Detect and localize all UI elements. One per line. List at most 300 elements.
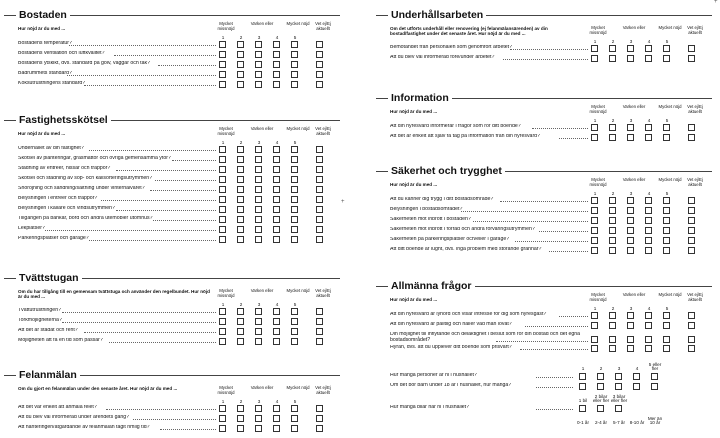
rating-checkbox-1[interactable] bbox=[591, 124, 598, 131]
dont-know-checkbox[interactable] bbox=[688, 227, 695, 234]
option-label: 2-4 år bbox=[594, 420, 607, 426]
question-row bbox=[376, 331, 712, 344]
scale-number: 5 bbox=[293, 302, 297, 307]
scale-number: 5 bbox=[665, 191, 669, 196]
scale-label: Varken eller bbox=[622, 104, 646, 109]
rating-checkbox-4[interactable] bbox=[645, 197, 652, 204]
dont-know-checkbox[interactable] bbox=[316, 405, 323, 412]
dont-know-checkbox[interactable] bbox=[316, 176, 323, 183]
rating-checkbox-2[interactable] bbox=[237, 338, 244, 345]
rating-checkbox-5[interactable] bbox=[291, 338, 298, 345]
rating-checkbox-3[interactable] bbox=[255, 81, 262, 88]
rating-checkbox-2[interactable] bbox=[237, 206, 244, 213]
rating-checkbox-4[interactable] bbox=[273, 41, 280, 48]
scale-number: 5 bbox=[665, 118, 669, 123]
rating-checkbox-1[interactable] bbox=[219, 415, 226, 422]
rating-checkbox-2[interactable] bbox=[237, 176, 244, 183]
section-title: Fastighetsskötsel bbox=[16, 113, 111, 127]
rating-checkbox-5[interactable] bbox=[291, 318, 298, 325]
dont-know-checkbox[interactable] bbox=[688, 124, 695, 131]
dont-know-checkbox[interactable] bbox=[316, 166, 323, 173]
rating-checkbox-4[interactable] bbox=[273, 61, 280, 68]
dont-know-checkbox[interactable] bbox=[316, 81, 323, 88]
rating-checkbox-4[interactable] bbox=[273, 328, 280, 335]
rating-checkbox-2[interactable] bbox=[609, 197, 616, 204]
dont-know-checkbox[interactable] bbox=[316, 425, 323, 432]
rating-checkbox-4[interactable] bbox=[273, 236, 280, 243]
rating-checkbox-4[interactable] bbox=[273, 176, 280, 183]
rating-checkbox-4[interactable] bbox=[273, 308, 280, 315]
rating-checkbox-1[interactable] bbox=[591, 227, 598, 234]
rating-checkbox-3[interactable] bbox=[627, 227, 634, 234]
rating-checkbox-2[interactable] bbox=[609, 237, 616, 244]
option-checkbox[interactable] bbox=[597, 373, 604, 380]
rating-checkbox-4[interactable] bbox=[273, 156, 280, 163]
rating-checkbox-5[interactable] bbox=[663, 45, 670, 52]
question-row bbox=[376, 206, 712, 216]
rating-checkbox-1[interactable] bbox=[219, 81, 226, 88]
option-checkbox[interactable] bbox=[597, 405, 604, 412]
scale-label: Mycket nöjd bbox=[286, 288, 310, 293]
dont-know-checkbox[interactable] bbox=[688, 247, 695, 254]
rating-checkbox-4[interactable] bbox=[645, 322, 652, 329]
dont-know-checkbox[interactable] bbox=[688, 45, 695, 52]
dont-know-checkbox[interactable] bbox=[316, 216, 323, 223]
option-checkbox[interactable] bbox=[615, 405, 622, 412]
question-text: Bostadens ytskikt, dvs. standard på golv, väggar och tak? bbox=[18, 61, 150, 66]
scale-label: Varken eller bbox=[250, 288, 274, 293]
rating-checkbox-5[interactable] bbox=[291, 425, 298, 432]
rating-checkbox-1[interactable] bbox=[219, 166, 226, 173]
scale-number: 2 bbox=[611, 191, 615, 196]
dont-know-checkbox[interactable] bbox=[316, 146, 323, 153]
rating-checkbox-5[interactable] bbox=[663, 207, 670, 214]
scale-number: 5 bbox=[665, 306, 669, 311]
rating-checkbox-3[interactable] bbox=[255, 146, 262, 153]
option-checkbox[interactable] bbox=[651, 383, 658, 390]
rating-checkbox-3[interactable] bbox=[627, 197, 634, 204]
rating-checkbox-5[interactable] bbox=[663, 237, 670, 244]
dont-know-checkbox[interactable] bbox=[316, 41, 323, 48]
rating-checkbox-3[interactable] bbox=[627, 217, 634, 224]
question-text: Tvättutrustningen? bbox=[18, 308, 61, 313]
rating-checkbox-5[interactable] bbox=[291, 176, 298, 183]
rating-checkbox-1[interactable] bbox=[591, 237, 598, 244]
rating-checkbox-1[interactable] bbox=[219, 338, 226, 345]
rating-checkbox-2[interactable] bbox=[237, 71, 244, 78]
rating-checkbox-1[interactable] bbox=[591, 197, 598, 204]
option-checkbox[interactable] bbox=[579, 373, 586, 380]
rating-checkbox-3[interactable] bbox=[627, 45, 634, 52]
rating-checkbox-4[interactable] bbox=[645, 217, 652, 224]
rating-checkbox-1[interactable] bbox=[591, 322, 598, 329]
rating-checkbox-4[interactable] bbox=[273, 81, 280, 88]
rating-checkbox-2[interactable] bbox=[609, 312, 616, 319]
rating-checkbox-5[interactable] bbox=[663, 247, 670, 254]
question-text: Parkeringsplatser och garage? bbox=[18, 236, 89, 241]
rating-checkbox-3[interactable] bbox=[627, 345, 634, 352]
rating-checkbox-3[interactable] bbox=[255, 216, 262, 223]
dotted-leader bbox=[461, 211, 588, 212]
rating-checkbox-1[interactable] bbox=[219, 318, 226, 325]
question-row bbox=[4, 165, 340, 175]
option-label: 2 bbox=[599, 366, 603, 371]
dont-know-checkbox[interactable] bbox=[688, 312, 695, 319]
dotted-leader bbox=[45, 230, 216, 231]
dont-know-checkbox[interactable] bbox=[316, 328, 323, 335]
rating-checkbox-5[interactable] bbox=[291, 81, 298, 88]
rating-checkbox-5[interactable] bbox=[663, 345, 670, 352]
rating-checkbox-2[interactable] bbox=[237, 41, 244, 48]
scale-number: 3 bbox=[629, 191, 633, 196]
rating-checkbox-3[interactable] bbox=[627, 312, 634, 319]
rating-checkbox-2[interactable] bbox=[237, 308, 244, 315]
rating-checkbox-2[interactable] bbox=[609, 345, 616, 352]
question-row bbox=[376, 133, 712, 143]
section-title: Bostaden bbox=[16, 8, 70, 22]
dont-know-checkbox[interactable] bbox=[316, 71, 323, 78]
rating-checkbox-5[interactable] bbox=[663, 227, 670, 234]
question-row bbox=[4, 80, 340, 90]
question-text: Skötsel och städning av sop- och källsorteringsutrymmen? bbox=[18, 176, 153, 181]
rating-checkbox-1[interactable] bbox=[591, 247, 598, 254]
question-row bbox=[376, 311, 712, 321]
option-label: 3 bilar eller fler bbox=[610, 393, 628, 404]
rating-checkbox-4[interactable] bbox=[645, 124, 652, 131]
rating-checkbox-2[interactable] bbox=[237, 146, 244, 153]
rating-checkbox-1[interactable] bbox=[219, 308, 226, 315]
rating-checkbox-1[interactable] bbox=[591, 345, 598, 352]
rating-checkbox-5[interactable] bbox=[663, 124, 670, 131]
question-text: Om det bor barn under 18 år i hushållet, hur många? bbox=[390, 383, 512, 388]
children-row bbox=[376, 382, 712, 392]
rating-checkbox-4[interactable] bbox=[273, 206, 280, 213]
rating-checkbox-5[interactable] bbox=[291, 156, 298, 163]
rating-checkbox-1[interactable] bbox=[219, 236, 226, 243]
rating-checkbox-3[interactable] bbox=[255, 405, 262, 412]
rating-checkbox-5[interactable] bbox=[663, 217, 670, 224]
rating-checkbox-1[interactable] bbox=[219, 425, 226, 432]
rating-checkbox-2[interactable] bbox=[237, 318, 244, 325]
rating-checkbox-2[interactable] bbox=[237, 226, 244, 233]
scale-number: 1 bbox=[593, 118, 597, 123]
rating-checkbox-4[interactable] bbox=[273, 166, 280, 173]
rating-checkbox-2[interactable] bbox=[237, 425, 244, 432]
section-felanmalan bbox=[4, 368, 340, 434]
rating-checkbox-4[interactable] bbox=[273, 146, 280, 153]
rating-checkbox-1[interactable] bbox=[219, 226, 226, 233]
scale-header bbox=[376, 105, 712, 123]
rating-checkbox-2[interactable] bbox=[237, 186, 244, 193]
dotted-leader bbox=[536, 377, 573, 378]
option-checkbox[interactable] bbox=[579, 383, 586, 390]
rating-checkbox-1[interactable] bbox=[219, 196, 226, 203]
rating-checkbox-2[interactable] bbox=[237, 61, 244, 68]
dont-know-checkbox[interactable] bbox=[316, 318, 323, 325]
scale-number: 4 bbox=[275, 35, 279, 40]
rating-checkbox-5[interactable] bbox=[291, 146, 298, 153]
rating-checkbox-3[interactable] bbox=[627, 55, 634, 62]
rating-checkbox-3[interactable] bbox=[255, 415, 262, 422]
scale-number: 2 bbox=[611, 118, 615, 123]
rating-checkbox-5[interactable] bbox=[291, 61, 298, 68]
rating-checkbox-1[interactable] bbox=[219, 405, 226, 412]
rating-checkbox-5[interactable] bbox=[291, 51, 298, 58]
rating-checkbox-2[interactable] bbox=[237, 156, 244, 163]
rating-checkbox-5[interactable] bbox=[291, 328, 298, 335]
section-title: Säkerhet och trygghet bbox=[388, 164, 505, 178]
dotted-leader bbox=[520, 349, 588, 350]
rating-checkbox-3[interactable] bbox=[255, 206, 262, 213]
rating-checkbox-3[interactable] bbox=[255, 338, 262, 345]
rating-checkbox-3[interactable] bbox=[255, 166, 262, 173]
rating-checkbox-4[interactable] bbox=[645, 134, 652, 141]
rating-checkbox-4[interactable] bbox=[645, 45, 652, 52]
question-text: Bemötandet från personalen som genomfört arbetet? bbox=[390, 45, 512, 50]
rating-checkbox-1[interactable] bbox=[219, 186, 226, 193]
dont-know-checkbox[interactable] bbox=[316, 338, 323, 345]
rating-checkbox-5[interactable] bbox=[291, 71, 298, 78]
dotted-leader bbox=[150, 190, 216, 191]
rating-checkbox-2[interactable] bbox=[237, 405, 244, 412]
rating-checkbox-2[interactable] bbox=[609, 124, 616, 131]
rating-checkbox-4[interactable] bbox=[273, 71, 280, 78]
question-row bbox=[4, 40, 340, 50]
dotted-leader bbox=[69, 45, 216, 46]
section-intro: Hur nöjd är du med ... bbox=[18, 131, 66, 136]
rating-checkbox-5[interactable] bbox=[291, 206, 298, 213]
rating-checkbox-5[interactable] bbox=[663, 322, 670, 329]
rating-checkbox-3[interactable] bbox=[627, 247, 634, 254]
rating-checkbox-5[interactable] bbox=[291, 196, 298, 203]
option-checkbox[interactable] bbox=[579, 405, 586, 412]
option-checkbox[interactable] bbox=[615, 383, 622, 390]
dont-know-checkbox[interactable] bbox=[316, 206, 323, 213]
dont-know-checkbox[interactable] bbox=[688, 336, 695, 343]
rating-checkbox-4[interactable] bbox=[273, 405, 280, 412]
rating-checkbox-4[interactable] bbox=[645, 312, 652, 319]
rating-checkbox-3[interactable] bbox=[627, 336, 634, 343]
rating-checkbox-3[interactable] bbox=[255, 425, 262, 432]
rating-checkbox-1[interactable] bbox=[219, 41, 226, 48]
rating-checkbox-3[interactable] bbox=[255, 196, 262, 203]
rating-checkbox-2[interactable] bbox=[237, 51, 244, 58]
rating-checkbox-5[interactable] bbox=[663, 312, 670, 319]
rating-checkbox-3[interactable] bbox=[255, 236, 262, 243]
rating-checkbox-2[interactable] bbox=[237, 328, 244, 335]
rating-checkbox-3[interactable] bbox=[255, 61, 262, 68]
rating-checkbox-4[interactable] bbox=[273, 425, 280, 432]
rating-checkbox-4[interactable] bbox=[273, 186, 280, 193]
dont-know-checkbox[interactable] bbox=[316, 196, 323, 203]
rating-checkbox-1[interactable] bbox=[219, 206, 226, 213]
rating-checkbox-3[interactable] bbox=[255, 71, 262, 78]
option-checkbox[interactable] bbox=[615, 373, 622, 380]
rating-checkbox-1[interactable] bbox=[591, 217, 598, 224]
rating-checkbox-2[interactable] bbox=[237, 415, 244, 422]
rating-checkbox-2[interactable] bbox=[237, 216, 244, 223]
rating-checkbox-1[interactable] bbox=[219, 176, 226, 183]
rating-checkbox-3[interactable] bbox=[627, 322, 634, 329]
rating-checkbox-1[interactable] bbox=[591, 134, 598, 141]
dont-know-checkbox[interactable] bbox=[316, 51, 323, 58]
scale-number: 4 bbox=[647, 191, 651, 196]
dotted-leader bbox=[101, 200, 216, 201]
cars-row bbox=[376, 404, 712, 414]
rating-checkbox-2[interactable] bbox=[609, 134, 616, 141]
dont-know-checkbox[interactable] bbox=[316, 226, 323, 233]
option-checkbox[interactable] bbox=[651, 373, 658, 380]
option-checkbox[interactable] bbox=[633, 373, 640, 380]
dont-know-checkbox[interactable] bbox=[316, 236, 323, 243]
dont-know-checkbox[interactable] bbox=[688, 237, 695, 244]
rating-checkbox-2[interactable] bbox=[237, 236, 244, 243]
question-row bbox=[4, 175, 340, 185]
rating-checkbox-2[interactable] bbox=[609, 217, 616, 224]
rating-checkbox-4[interactable] bbox=[273, 196, 280, 203]
scale-header bbox=[4, 382, 340, 404]
rating-checkbox-4[interactable] bbox=[273, 216, 280, 223]
rating-checkbox-4[interactable] bbox=[645, 237, 652, 244]
option-label: 0-1 år bbox=[576, 420, 589, 426]
scale-label: Varken eller bbox=[250, 126, 274, 131]
rating-checkbox-3[interactable] bbox=[255, 51, 262, 58]
question-row bbox=[4, 337, 340, 347]
rating-checkbox-2[interactable] bbox=[609, 55, 616, 62]
rating-checkbox-5[interactable] bbox=[291, 186, 298, 193]
right-column bbox=[376, 0, 712, 438]
rating-checkbox-2[interactable] bbox=[609, 207, 616, 214]
rating-checkbox-5[interactable] bbox=[291, 405, 298, 412]
rating-checkbox-5[interactable] bbox=[663, 55, 670, 62]
rating-checkbox-3[interactable] bbox=[627, 207, 634, 214]
dont-know-checkbox[interactable] bbox=[316, 308, 323, 315]
rating-checkbox-3[interactable] bbox=[627, 237, 634, 244]
rating-checkbox-1[interactable] bbox=[591, 336, 598, 343]
dont-know-checkbox[interactable] bbox=[688, 55, 695, 62]
rating-checkbox-3[interactable] bbox=[627, 134, 634, 141]
rating-checkbox-4[interactable] bbox=[645, 345, 652, 352]
rating-checkbox-5[interactable] bbox=[663, 336, 670, 343]
rating-checkbox-2[interactable] bbox=[609, 247, 616, 254]
rating-checkbox-3[interactable] bbox=[255, 186, 262, 193]
rating-checkbox-1[interactable] bbox=[219, 61, 226, 68]
rating-checkbox-1[interactable] bbox=[219, 146, 226, 153]
rating-checkbox-5[interactable] bbox=[291, 166, 298, 173]
rating-checkbox-3[interactable] bbox=[255, 308, 262, 315]
rating-checkbox-2[interactable] bbox=[237, 81, 244, 88]
rating-checkbox-4[interactable] bbox=[273, 51, 280, 58]
section-header bbox=[4, 8, 340, 22]
dont-know-checkbox[interactable] bbox=[688, 322, 695, 329]
scale-label: Vet ej/Ej aktuellt bbox=[687, 104, 703, 114]
rating-checkbox-2[interactable] bbox=[609, 322, 616, 329]
rating-checkbox-2[interactable] bbox=[609, 45, 616, 52]
question-row bbox=[4, 155, 340, 165]
scale-header bbox=[4, 22, 340, 40]
dont-know-checkbox[interactable] bbox=[688, 217, 695, 224]
option-checkbox[interactable] bbox=[633, 383, 640, 390]
rating-checkbox-5[interactable] bbox=[663, 134, 670, 141]
dont-know-checkbox[interactable] bbox=[688, 207, 695, 214]
scale-number: 2 bbox=[239, 35, 243, 40]
dont-know-checkbox[interactable] bbox=[316, 415, 323, 422]
dotted-leader bbox=[536, 387, 573, 388]
rating-checkbox-3[interactable] bbox=[255, 41, 262, 48]
rating-checkbox-4[interactable] bbox=[645, 55, 652, 62]
rating-checkbox-5[interactable] bbox=[291, 41, 298, 48]
dont-know-checkbox[interactable] bbox=[316, 186, 323, 193]
rating-checkbox-3[interactable] bbox=[255, 226, 262, 233]
rating-checkbox-1[interactable] bbox=[219, 71, 226, 78]
rating-checkbox-4[interactable] bbox=[273, 415, 280, 422]
rating-checkbox-1[interactable] bbox=[591, 312, 598, 319]
rating-checkbox-5[interactable] bbox=[291, 308, 298, 315]
rating-checkbox-3[interactable] bbox=[255, 176, 262, 183]
rating-checkbox-1[interactable] bbox=[591, 55, 598, 62]
rating-checkbox-4[interactable] bbox=[645, 336, 652, 343]
rating-checkbox-1[interactable] bbox=[219, 328, 226, 335]
rating-checkbox-4[interactable] bbox=[645, 227, 652, 234]
dotted-leader bbox=[116, 210, 216, 211]
question-row bbox=[4, 414, 340, 424]
rating-checkbox-1[interactable] bbox=[219, 51, 226, 58]
rating-checkbox-3[interactable] bbox=[255, 318, 262, 325]
rating-checkbox-5[interactable] bbox=[663, 197, 670, 204]
rating-checkbox-4[interactable] bbox=[273, 338, 280, 345]
section-title: Underhållsarbeten bbox=[388, 8, 486, 22]
rating-checkbox-2[interactable] bbox=[609, 336, 616, 343]
scale-number: 1 bbox=[593, 39, 597, 44]
rating-checkbox-5[interactable] bbox=[291, 415, 298, 422]
rating-checkbox-4[interactable] bbox=[645, 247, 652, 254]
dont-know-checkbox[interactable] bbox=[688, 134, 695, 141]
dont-know-checkbox[interactable] bbox=[688, 197, 695, 204]
option-checkbox[interactable] bbox=[597, 383, 604, 390]
rating-checkbox-2[interactable] bbox=[609, 227, 616, 234]
rating-checkbox-4[interactable] bbox=[645, 207, 652, 214]
rating-checkbox-3[interactable] bbox=[255, 156, 262, 163]
section-sakerhet bbox=[376, 164, 712, 256]
scale-number: 1 bbox=[221, 140, 225, 145]
dont-know-checkbox[interactable] bbox=[316, 61, 323, 68]
question-text: Att det är enkelt att själv få tag på information från din hyresvärd? bbox=[390, 134, 540, 139]
rating-checkbox-1[interactable] bbox=[219, 216, 226, 223]
question-text: Belysningen i entréer och trappor? bbox=[18, 196, 98, 201]
dotted-leader bbox=[172, 160, 216, 161]
rating-checkbox-4[interactable] bbox=[273, 318, 280, 325]
rating-checkbox-3[interactable] bbox=[255, 328, 262, 335]
rating-checkbox-5[interactable] bbox=[291, 226, 298, 233]
household-questions bbox=[376, 363, 712, 426]
rating-checkbox-2[interactable] bbox=[237, 196, 244, 203]
rating-checkbox-5[interactable] bbox=[291, 216, 298, 223]
question-text: Bostadens temperatur? bbox=[18, 41, 72, 46]
question-text: Belysningen i bostadsområdet? bbox=[390, 207, 463, 212]
rating-checkbox-2[interactable] bbox=[237, 166, 244, 173]
scale-header bbox=[4, 127, 340, 145]
question-row bbox=[376, 123, 712, 133]
rating-checkbox-1[interactable] bbox=[219, 156, 226, 163]
rating-checkbox-4[interactable] bbox=[273, 226, 280, 233]
dont-know-checkbox[interactable] bbox=[688, 345, 695, 352]
section-intro: Om du gjort en felanmälan under den senaste året. Hur nöjd är du med ... bbox=[18, 386, 178, 391]
rating-checkbox-1[interactable] bbox=[591, 45, 598, 52]
rating-checkbox-5[interactable] bbox=[291, 236, 298, 243]
rating-checkbox-3[interactable] bbox=[627, 124, 634, 131]
rating-checkbox-1[interactable] bbox=[591, 207, 598, 214]
dont-know-checkbox[interactable] bbox=[316, 156, 323, 163]
